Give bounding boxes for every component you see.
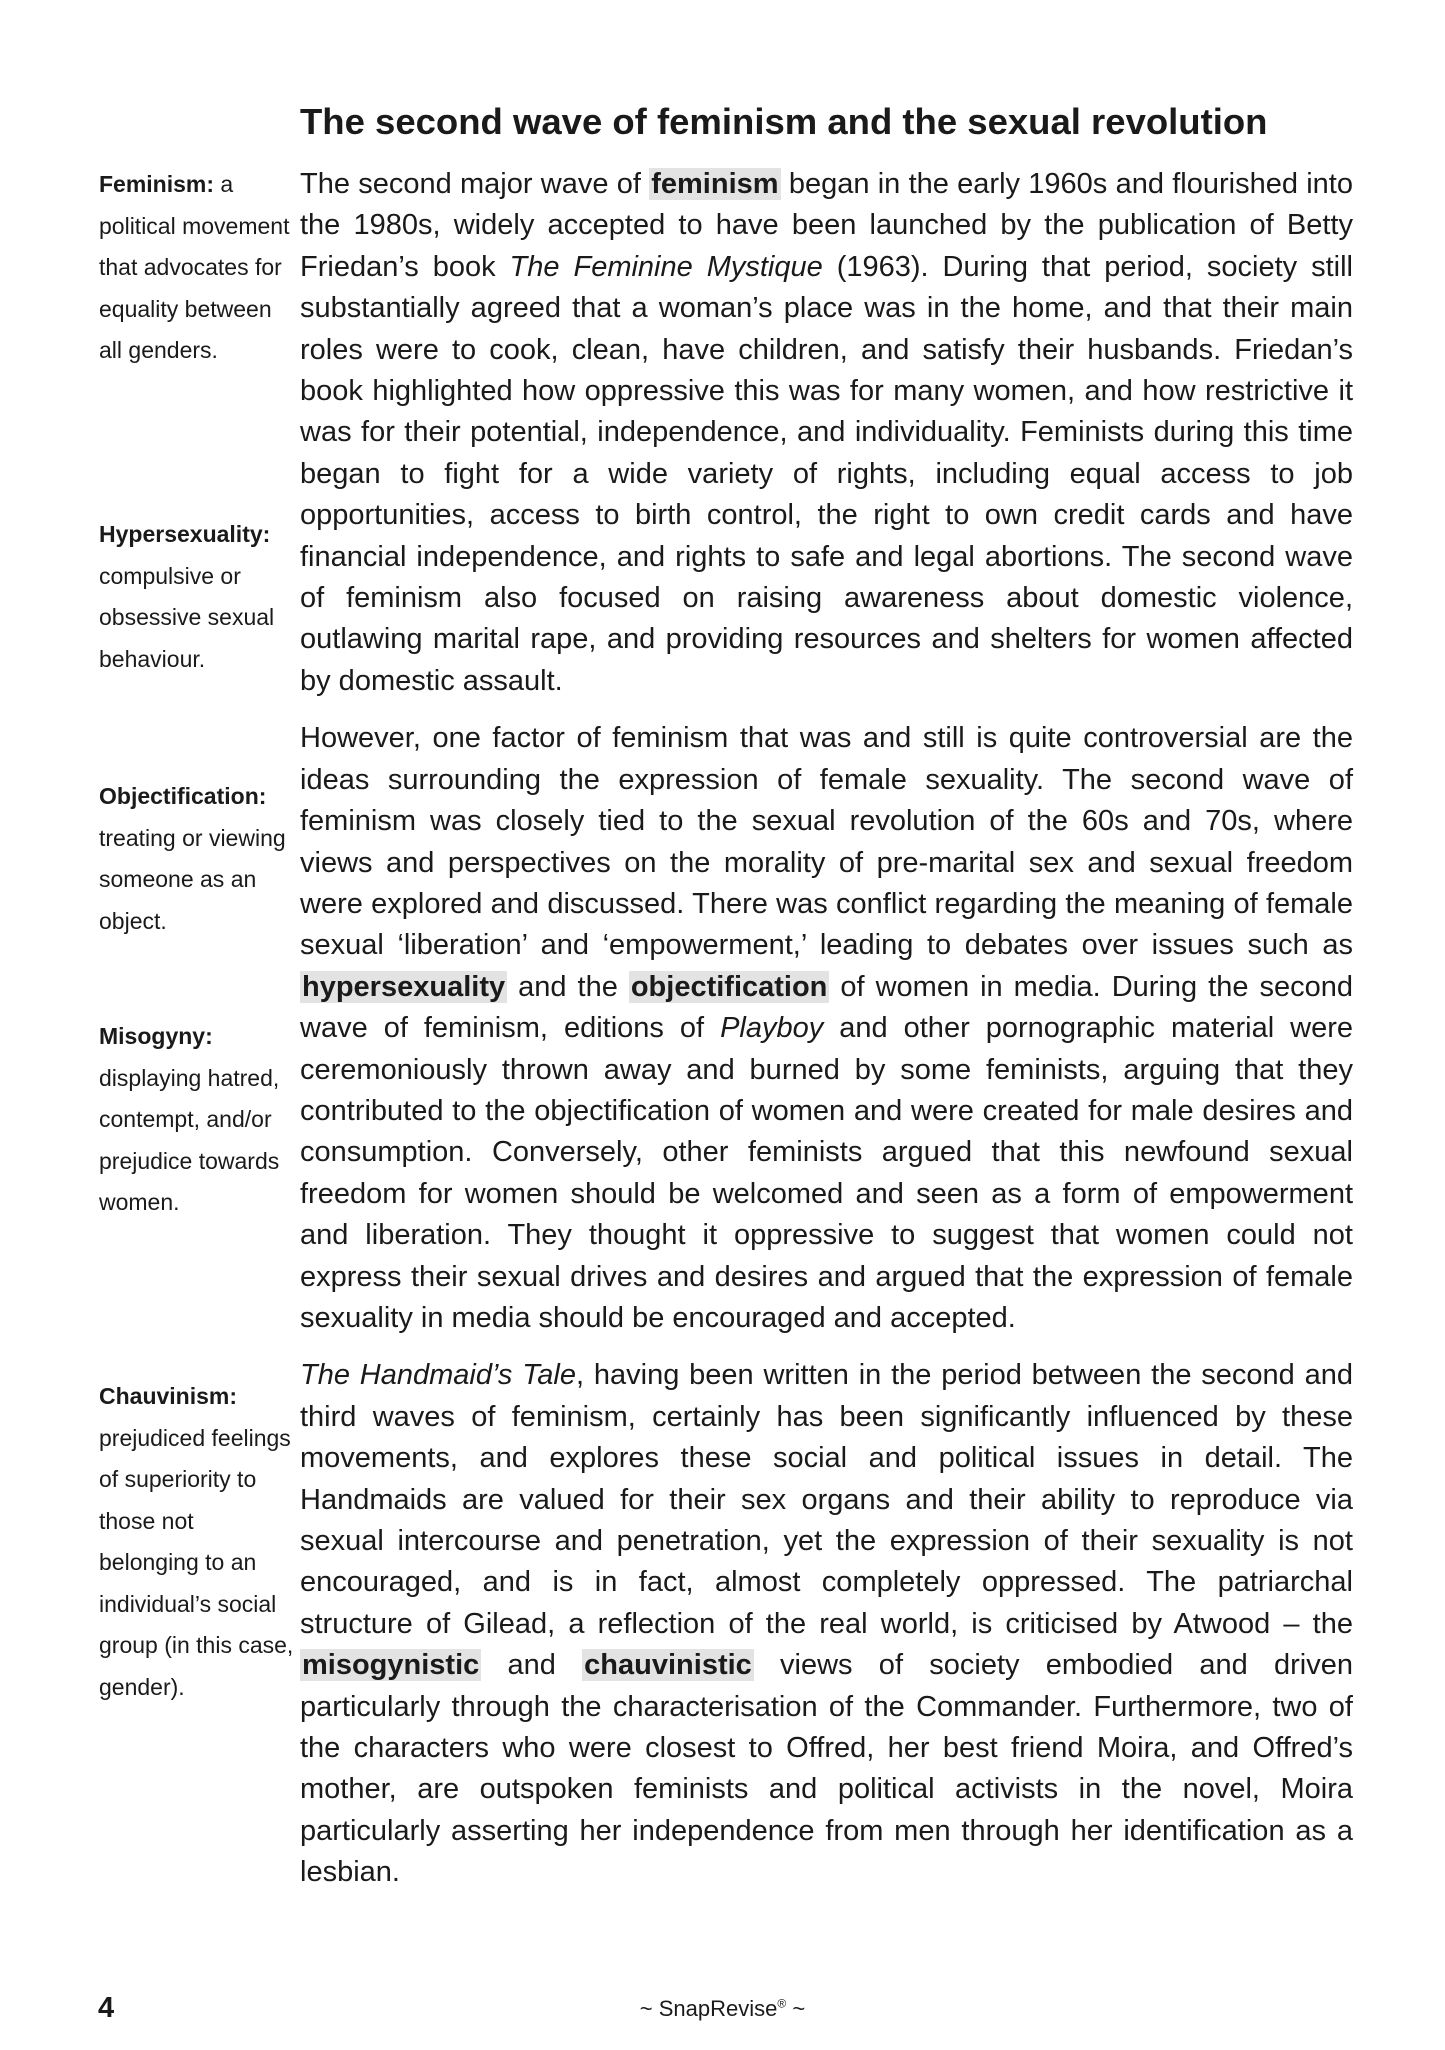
page-title: The second wave of feminism and the sexual revolution xyxy=(300,101,1268,142)
text-run: of women in media. During the second wave of feminism, editions of xyxy=(300,970,1353,1045)
paragraph-3 xyxy=(300,1355,1353,1893)
glossary-definition: treating or viewing someone as an object. xyxy=(99,824,286,934)
brand-text: ~ SnapRevise xyxy=(639,1996,778,2021)
glossary-term: Misogyny: xyxy=(99,1023,213,1049)
highlight-objectification: objectification xyxy=(630,970,828,1003)
brand-tilde: ~ xyxy=(786,1996,806,2021)
registered-mark: ® xyxy=(777,1996,787,2011)
glossary-item-hypersexuality xyxy=(99,514,299,680)
paragraph-1 xyxy=(300,164,1353,702)
glossary-definition: displaying hatred, contempt, and/or prejudice towards women. xyxy=(99,1064,280,1215)
italic-title: The Handmaid’s Tale xyxy=(300,1359,576,1392)
text-run: However, one factor of feminism that was and still is quite controversial are the ideas surrounding the expression of female sexuality. The second wave of feminism was closely tied to the sexual revolution of the 60s and 70s, where views and perspectives on the morality of pre-marital sex and sexual freedom were explored and discussed. There was conflict regarding the meaning of female sexual ‘liberation’ and ‘empowerment,’ leading to debates over issues such as xyxy=(300,722,1353,962)
glossary-item-misogyny xyxy=(99,1016,299,1224)
text-run: The second major wave of xyxy=(300,168,650,200)
italic-title: Playboy xyxy=(720,1012,824,1045)
glossary-term: Objectification: xyxy=(99,783,267,809)
glossary-item-chauvinism xyxy=(99,1376,299,1708)
text-run: and xyxy=(481,1649,583,1682)
text-run: began in the early 1960s and flourished into the 1980s, widely accepted to have been launched by the publication of Betty Friedan’s book xyxy=(300,168,1353,283)
glossary-term: Hypersexuality: xyxy=(99,521,271,547)
italic-title: The Feminine Mystique xyxy=(509,250,823,283)
glossary-term: Chauvinism: xyxy=(99,1383,238,1409)
text-run: , having been written in the period between the second and third waves of feminism, certainly has been significantly influenced by these movements, and explores these social and political issues in detail. The Handmaids are valued for their sex organs and their ability to reproduce via sexual intercourse and penetration, yet the expression of their sexuality is not encouraged, and is in fact, almost completely oppressed. The patriarchal structure of Gilead, a reflection of the real world, is criticised by Atwood – the xyxy=(300,1359,1353,1640)
glossary-item-objectification xyxy=(99,776,299,942)
glossary-definition: compulsive or obsessive sexual behaviour. xyxy=(99,562,275,672)
glossary-definition: a political movement that advocates for equality between all genders. xyxy=(99,171,290,363)
glossary-item-feminism xyxy=(99,164,299,372)
highlight-chauvinistic: chauvinistic xyxy=(584,1649,752,1682)
text-run: (1963). During that period, society still substantially agreed that a woman’s place was in the home, and that their main roles were to cook, clean, have children, and satisfy their husbands. Friedan’s book highlighted how oppressive this was for many women, and how restrictive it was for their potential, independence, and individuality. Feminists during this time began to fight for a wide variety of rights, including equal access to job opportunities, access to birth control, the right to own credit cards and have financial independence, and rights to safe and legal abortions. The second wave of feminism also focused on raising awareness about domestic violence, outlawing marital rape, and providing resources and shelters for women affected by domestic assault. xyxy=(300,250,1353,697)
page-number: 4 xyxy=(98,1992,115,2024)
glossary-term: Feminism: xyxy=(99,171,215,197)
paragraph-2 xyxy=(300,718,1353,1339)
highlight-misogynistic: misogynistic xyxy=(302,1649,480,1682)
glossary-definition: prejudiced feelings of superiority to those not belonging to an individual’s social group (in this case, gender). xyxy=(99,1424,294,1700)
highlight-feminism: feminism xyxy=(651,168,779,200)
main-text xyxy=(300,164,1353,1910)
text-run: and other pornographic material were ceremoniously thrown away and burned by some feminists, arguing that they contributed to the objectification of women and were created for male desires and consumption. Conversely, other feminists argued that this newfound sexual freedom for women should be welcomed and seen as a form of empowerment and liberation. They thought it oppressive to suggest that women could not express their sexual drives and desires and argued that the expression of female sexuality in media should be encouraged and accepted. xyxy=(300,1012,1353,1334)
text-run: and the xyxy=(507,970,629,1003)
highlight-hypersexuality: hypersexuality xyxy=(302,970,506,1003)
text-run: views of society embodied and driven particularly through the characterisation of the Commander. Furthermore, two of the characters who were closest to Offred, her best friend Moira, and Offred’s mother, are outspoken feminists and political activists in the novel, Moira particularly asserting her independence from men through her identification as a lesbian. xyxy=(300,1649,1353,1889)
footer-brand xyxy=(0,1996,1445,2022)
